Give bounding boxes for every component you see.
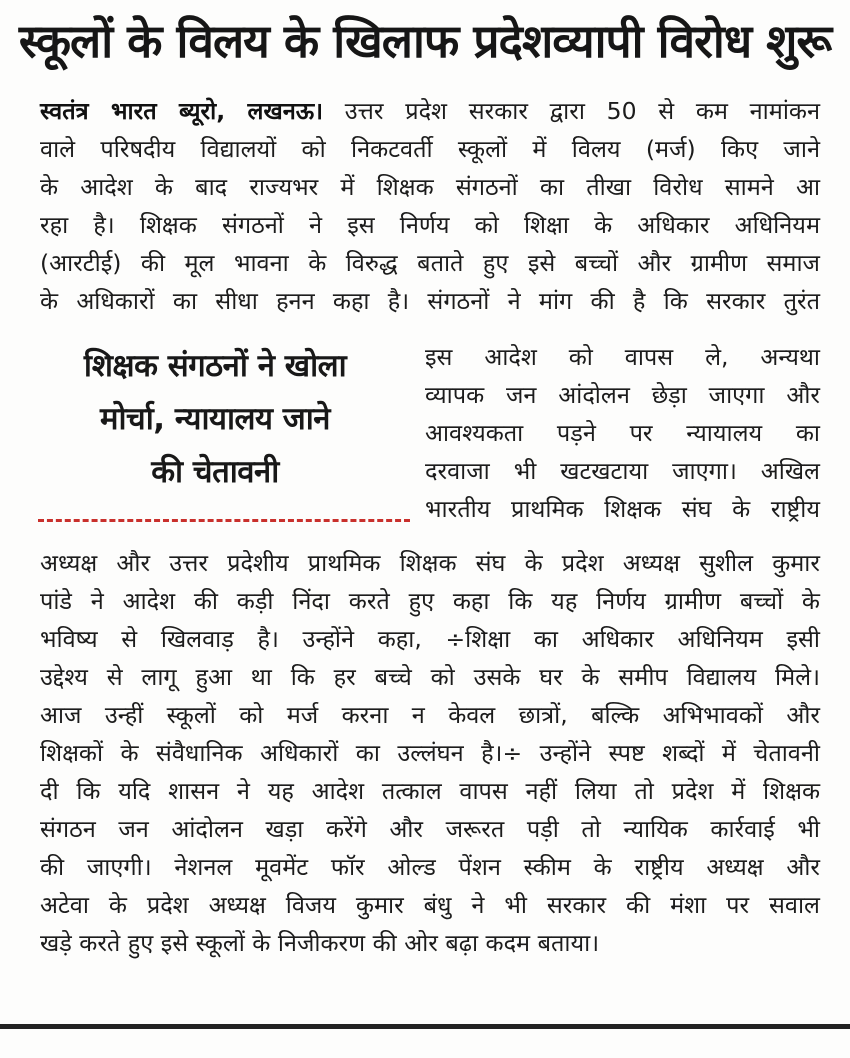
body-line-7: अध्यक्ष और उत्तर प्रदेशीय प्राथमिक शिक्षक संघ के प्रदेश अध्यक्ष सुशील कुमार [40,549,820,577]
body-line-2: वाले परिषदीय विद्यालयों को निकटवर्ती स्कूलों में विलय (मर्ज) किए जाने [40,135,820,163]
bottom-rule [0,1024,850,1029]
body-line-9: भविष्य से खिलवाड़ है। उन्होंने कहा, ÷शिक्षा का अधिकार अधिनियम इसी [40,625,820,653]
body-line-10: उद्देश्य से लागू हुआ था कि हर बच्चे को उसके घर के समीप विद्यालय मिले। [40,663,820,691]
body-line-15: की जाएगी। नेशनल मूवमेंट फॉर ओल्ड पेंशन स्कीम के राष्ट्रीय अध्यक्ष और [40,853,820,881]
right-column-line-5: भारतीय प्राथमिक शिक्षक संघ के राष्ट्रीय [425,495,820,523]
body-line-4: रहा है। शिक्षक संगठनों ने इस निर्णय को शिक्षा के अधिकार अधिनियम [40,211,820,239]
body-line-16: अटेवा के प्रदेश अध्यक्ष विजय कुमार बंधु ने भी सरकार की मंशा पर सवाल [40,891,820,919]
body-line-12: शिक्षकों के संवैधानिक अधिकारों का उल्लंघन है।÷ उन्होंने स्पष्ट शब्दों में चेतावनी [40,739,820,767]
body-line-1-text: उत्तर प्रदेश सरकार द्वारा 50 से कम नामांकन [323,97,820,125]
body-line-17: खड़े करते हुए इसे स्कूलों के निजीकरण की ओर बढ़ा कदम बताया। [40,929,600,957]
body-line-3: के आदेश के बाद राज्यभर में शिक्षक संगठनों का तीखा विरोध सामने आ [40,173,820,201]
body-line-5: (आरटीई) की मूल भावना के विरुद्ध बताते हुए इसे बच्चों और ग्रामीण समाज [40,249,820,277]
article-headline: स्कूलों के विलय के खिलाफ प्रदेशव्यापी विरोध शुरू [18,14,832,68]
body-line-14: संगठन जन आंदोलन खड़ा करेंगे और जरूरत पड़ी तो न्यायिक कार्रवाई भी [40,815,820,843]
right-column-line-4: दरवाजा भी खटखटाया जाएगा। अखिल [425,457,820,485]
right-column-line-2: व्यापक जन आंदोलन छेड़ा जाएगा और [425,381,820,409]
body-line-8: पांडे ने आदेश की कड़ी निंदा करते हुए कहा कि यह निर्णय ग्रामीण बच्चों के [40,587,820,615]
right-column-line-3: आवश्यकता पड़ने पर न्यायालय का [425,419,820,447]
subheading-line-2: मोर्चा, न्यायालय जाने [99,401,331,437]
subheading-line-3: की चेतावनी [151,454,279,490]
body-line-6: के अधिकारों का सीधा हनन कहा है। संगठनों ने मांग की है कि सरकार तुरंत [40,287,820,315]
right-column-line-1: इस आदेश को वापस ले, अन्यथा [425,343,820,371]
article-subheading [30,340,400,499]
subheading-line-1: शिक्षक संगठनों ने खोला [83,348,347,384]
article-byline: स्वतंत्र भारत ब्यूरो, लखनऊ। [40,97,324,125]
body-line-1 [40,92,820,130]
dashed-divider [38,519,410,522]
body-line-13: दी कि यदि शासन ने यह आदेश तत्काल वापस नहीं लिया तो प्रदेश में शिक्षक [40,777,820,805]
body-line-11: आज उन्हीं स्कूलों को मर्ज करना न केवल छात्रों, बल्कि अभिभावकों और [40,701,820,729]
